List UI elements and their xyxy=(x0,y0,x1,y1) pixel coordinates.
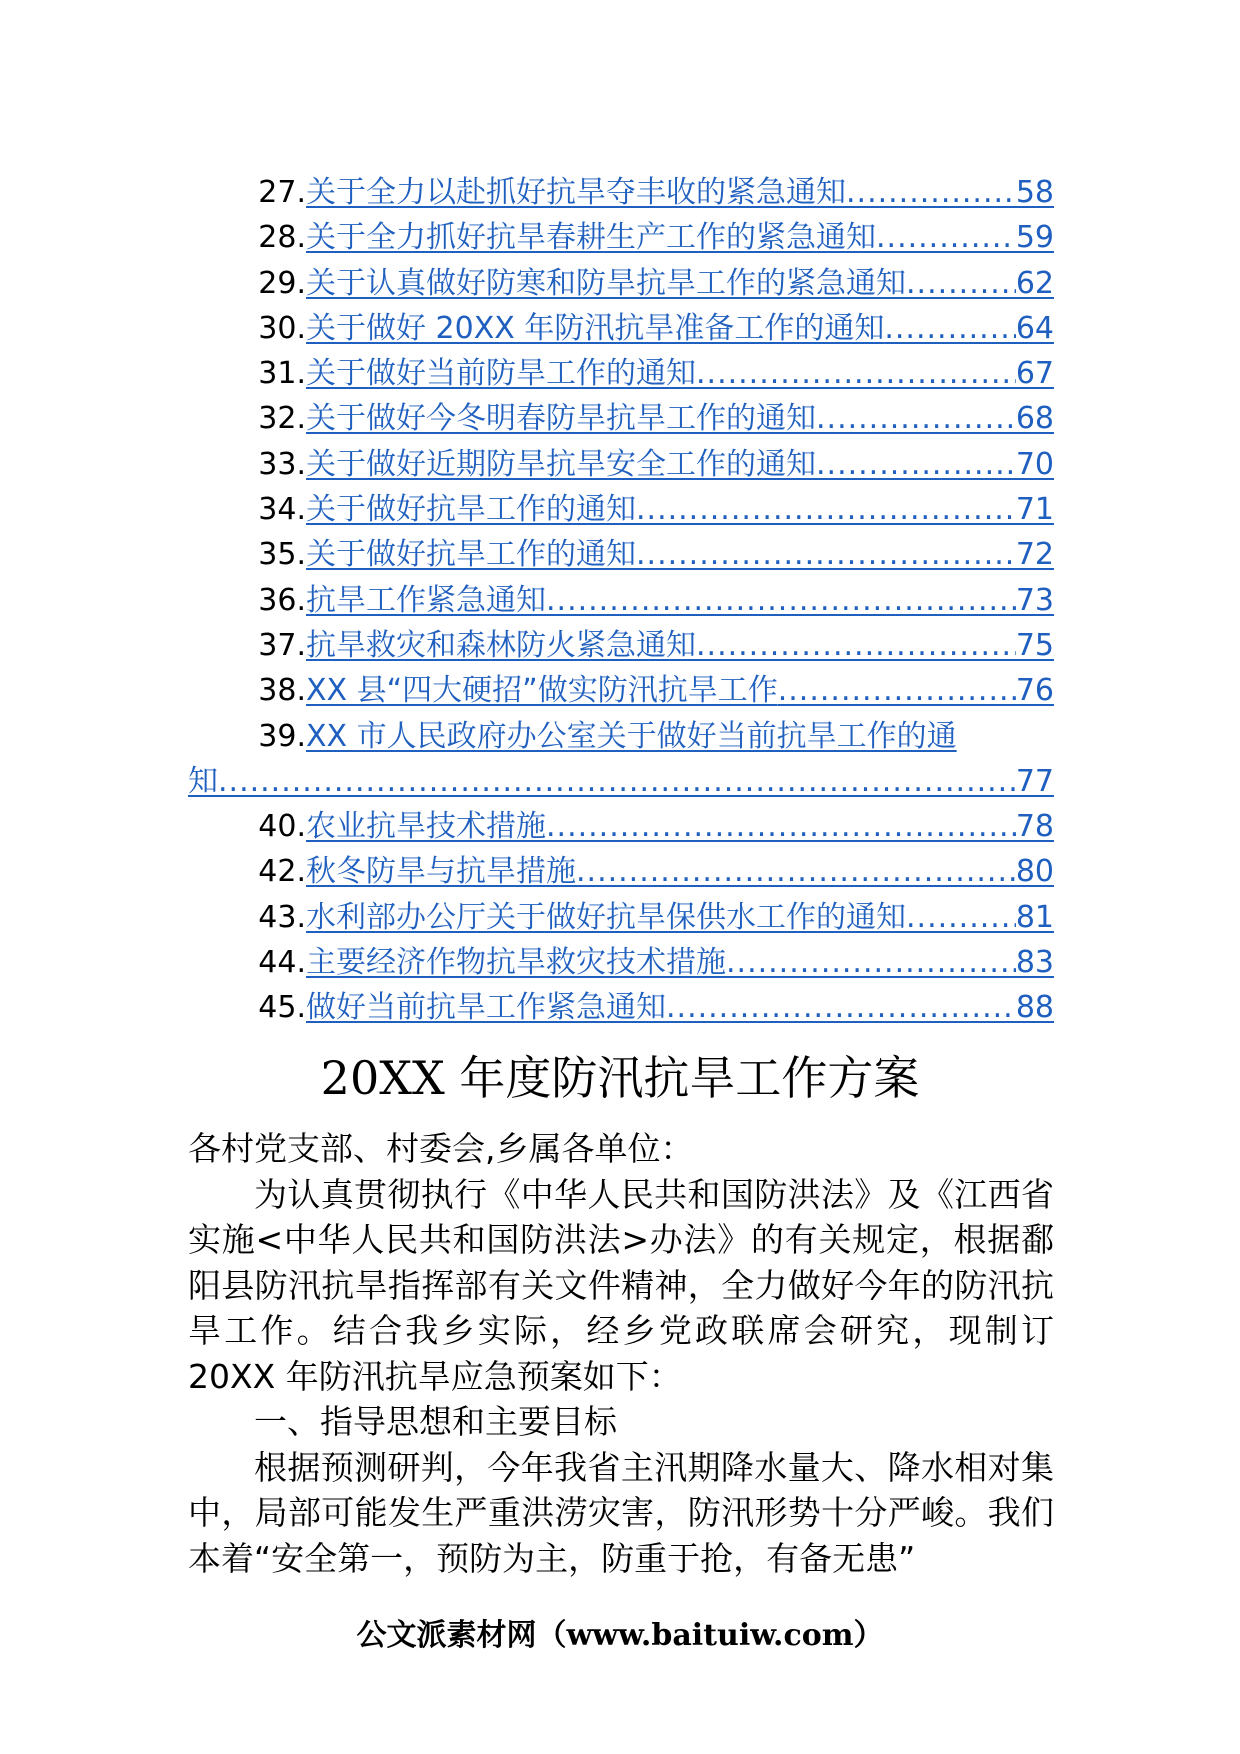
toc-entry-32[interactable] xyxy=(188,396,1054,441)
toc-leader-dots xyxy=(778,668,1016,713)
toc-entry-39-continued[interactable] xyxy=(188,759,1054,804)
toc-entry-link[interactable]: 秋冬防旱与抗旱措施 xyxy=(306,854,576,890)
toc-entry-number: 38. xyxy=(258,673,306,709)
body-paragraph: 根据预测研判，今年我省主汛期降水量大、降水相对集中，局部可能发生严重洪涝灾害，防汛形势十分严峻。我们本着“安全第一，预防为主，防重于抢，有备无患” xyxy=(188,1447,1054,1578)
toc-page-number[interactable]: 80 xyxy=(1015,854,1054,890)
toc-page-number[interactable]: 67 xyxy=(1015,356,1054,392)
body-paragraph: 为认真贯彻执行《中华人民共和国防洪法》及《江西省实施<中华人民共和国防洪法>办法》的有关规定，根据鄱阳县防汛抗旱指挥部有关文件精神，全力做好今年的防汛抗旱工作。结合我乡实际，经乡党政联席会研究，现制订 20XX 年防汛抗旱应急预案如下： xyxy=(188,1174,1054,1396)
toc-entry-number: 33. xyxy=(258,446,306,482)
toc-entry-37[interactable] xyxy=(188,623,1054,668)
toc-leader-dots xyxy=(906,261,1016,306)
toc-entry-link[interactable]: 关于做好抗旱工作的通知 xyxy=(306,492,636,528)
toc-leader-dots xyxy=(696,623,1016,668)
toc-page-number[interactable]: 78 xyxy=(1015,809,1054,845)
toc-entry-number: 42. xyxy=(258,854,306,890)
toc-leader-dots xyxy=(218,759,1016,804)
toc-entry-link[interactable]: XX 县“四大硬招”做实防汛抗旱工作 xyxy=(306,673,778,709)
toc-entry-number: 37. xyxy=(258,627,306,663)
toc-page-number[interactable]: 59 xyxy=(1015,220,1054,256)
toc-entry-38[interactable] xyxy=(188,668,1054,713)
toc-entry-number: 43. xyxy=(258,899,306,935)
toc-page-number[interactable]: 88 xyxy=(1015,990,1054,1026)
toc-entry-number: 27. xyxy=(258,175,306,210)
toc-entry-link[interactable]: 抗旱工作紧急通知 xyxy=(306,582,546,618)
toc-page-number[interactable]: 64 xyxy=(1015,310,1054,346)
toc-entry-number: 40. xyxy=(258,809,306,845)
footer-watermark: 公文派素材网（www.baituiw.com） xyxy=(356,1618,884,1653)
section-heading: 一、指导思想和主要目标 xyxy=(254,1402,617,1441)
toc-leader-dots xyxy=(816,442,1016,487)
toc-entry-number: 28. xyxy=(258,220,306,256)
toc-entry-35[interactable] xyxy=(188,532,1054,577)
toc-entry-number: 31. xyxy=(258,356,306,392)
toc-entry-link[interactable]: 关于做好当前防旱工作的通知 xyxy=(306,356,696,392)
toc-leader-dots xyxy=(846,170,1016,215)
toc-leader-dots xyxy=(884,306,1015,351)
toc-entry-39[interactable] xyxy=(188,714,1054,759)
toc-entry-number: 29. xyxy=(258,265,306,301)
toc-entry-link[interactable]: 做好当前抗旱工作紧急通知 xyxy=(306,990,666,1026)
toc-leader-dots xyxy=(666,985,1016,1030)
toc-entry-number: 45. xyxy=(258,990,306,1026)
toc-entry-link[interactable]: 关于做好今冬明春防旱抗旱工作的通知 xyxy=(306,401,816,437)
toc-entry-33[interactable] xyxy=(188,442,1054,487)
toc-leader-dots xyxy=(546,804,1016,849)
toc-entry-36[interactable] xyxy=(188,578,1054,623)
toc-entry-30[interactable] xyxy=(188,306,1054,351)
salutation: 各村党支部、村委会,乡属各单位： xyxy=(188,1129,694,1168)
toc-leader-dots xyxy=(546,578,1016,623)
toc-leader-dots xyxy=(636,487,1016,532)
toc-entry-link[interactable]: 关于做好 20XX 年防汛抗旱准备工作的通知 xyxy=(306,310,885,346)
toc-entry-link[interactable]: 关于认真做好防寒和防旱抗旱工作的紧急通知 xyxy=(306,265,906,301)
toc-page-number[interactable]: 72 xyxy=(1015,537,1054,573)
document-title: 20XX 年度防汛抗旱工作方案 xyxy=(320,1051,920,1105)
toc-entry-number: 30. xyxy=(258,310,306,346)
toc-entry-45[interactable] xyxy=(188,985,1054,1030)
toc-page-number[interactable]: 76 xyxy=(1015,673,1054,709)
toc-leader-dots xyxy=(696,351,1016,396)
toc-page-number[interactable]: 62 xyxy=(1015,265,1054,301)
toc-entry-link[interactable]: 关于全力以赴抓好抗旱夺丰收的紧急通知 xyxy=(306,175,846,210)
toc-page-number[interactable]: 68 xyxy=(1015,401,1054,437)
toc-entry-number: 44. xyxy=(258,945,306,981)
toc-entry-link[interactable]: 关于做好近期防旱抗旱安全工作的通知 xyxy=(306,446,816,482)
document-body xyxy=(188,1126,1054,1581)
toc-entry-link[interactable]: 抗旱救灾和森林防火紧急通知 xyxy=(306,627,696,663)
toc-leader-dots xyxy=(816,396,1016,441)
toc-entry-link[interactable]: XX 市人民政府办公室关于做好当前抗旱工作的通 xyxy=(306,718,957,754)
toc-entry-link[interactable]: 关于全力抓好抗旱春耕生产工作的紧急通知 xyxy=(306,220,876,256)
toc-leader-dots xyxy=(636,532,1016,577)
toc-page-number[interactable]: 81 xyxy=(1015,899,1054,935)
toc-page-number[interactable]: 75 xyxy=(1015,627,1054,663)
toc-page-number[interactable]: 70 xyxy=(1015,446,1054,482)
toc-entry-number: 32. xyxy=(258,401,306,437)
toc-page-number[interactable]: 73 xyxy=(1015,582,1054,618)
toc-entry-42[interactable] xyxy=(188,849,1054,894)
toc-entry-29[interactable] xyxy=(188,261,1054,306)
toc-page-number[interactable]: 77 xyxy=(1015,763,1054,799)
toc-entry-34[interactable] xyxy=(188,487,1054,532)
toc-entry-number: 36. xyxy=(258,582,306,618)
toc-page-number[interactable]: 83 xyxy=(1015,945,1054,981)
toc-entry-link[interactable]: 主要经济作物抗旱救灾技术措施 xyxy=(306,945,726,981)
toc-entry-40[interactable] xyxy=(188,804,1054,849)
toc-entry-link[interactable]: 水利部办公厅关于做好抗旱保供水工作的通知 xyxy=(306,899,906,935)
toc-entry-number: 34. xyxy=(258,492,306,528)
toc-leader-dots xyxy=(906,895,1016,940)
toc-entry-link[interactable]: 关于做好抗旱工作的通知 xyxy=(306,537,636,573)
toc-leader-dots xyxy=(876,215,1016,260)
toc-entry-link-continued[interactable]: 知 xyxy=(188,763,218,799)
toc-leader-dots xyxy=(726,940,1016,985)
toc-entry-number: 39. xyxy=(258,718,306,754)
toc-page-number[interactable]: 71 xyxy=(1015,492,1054,528)
toc-leader-dots xyxy=(576,849,1016,894)
toc-entry-31[interactable] xyxy=(188,351,1054,396)
table-of-contents xyxy=(188,170,1054,1031)
toc-entry-44[interactable] xyxy=(188,940,1054,985)
toc-entry-link[interactable]: 农业抗旱技术措施 xyxy=(306,809,546,845)
toc-entry-28[interactable] xyxy=(188,215,1054,260)
toc-page-number[interactable]: 58 xyxy=(1015,175,1054,210)
toc-entry-number: 35. xyxy=(258,537,306,573)
toc-entry-27[interactable] xyxy=(188,170,1054,215)
toc-entry-43[interactable] xyxy=(188,895,1054,940)
